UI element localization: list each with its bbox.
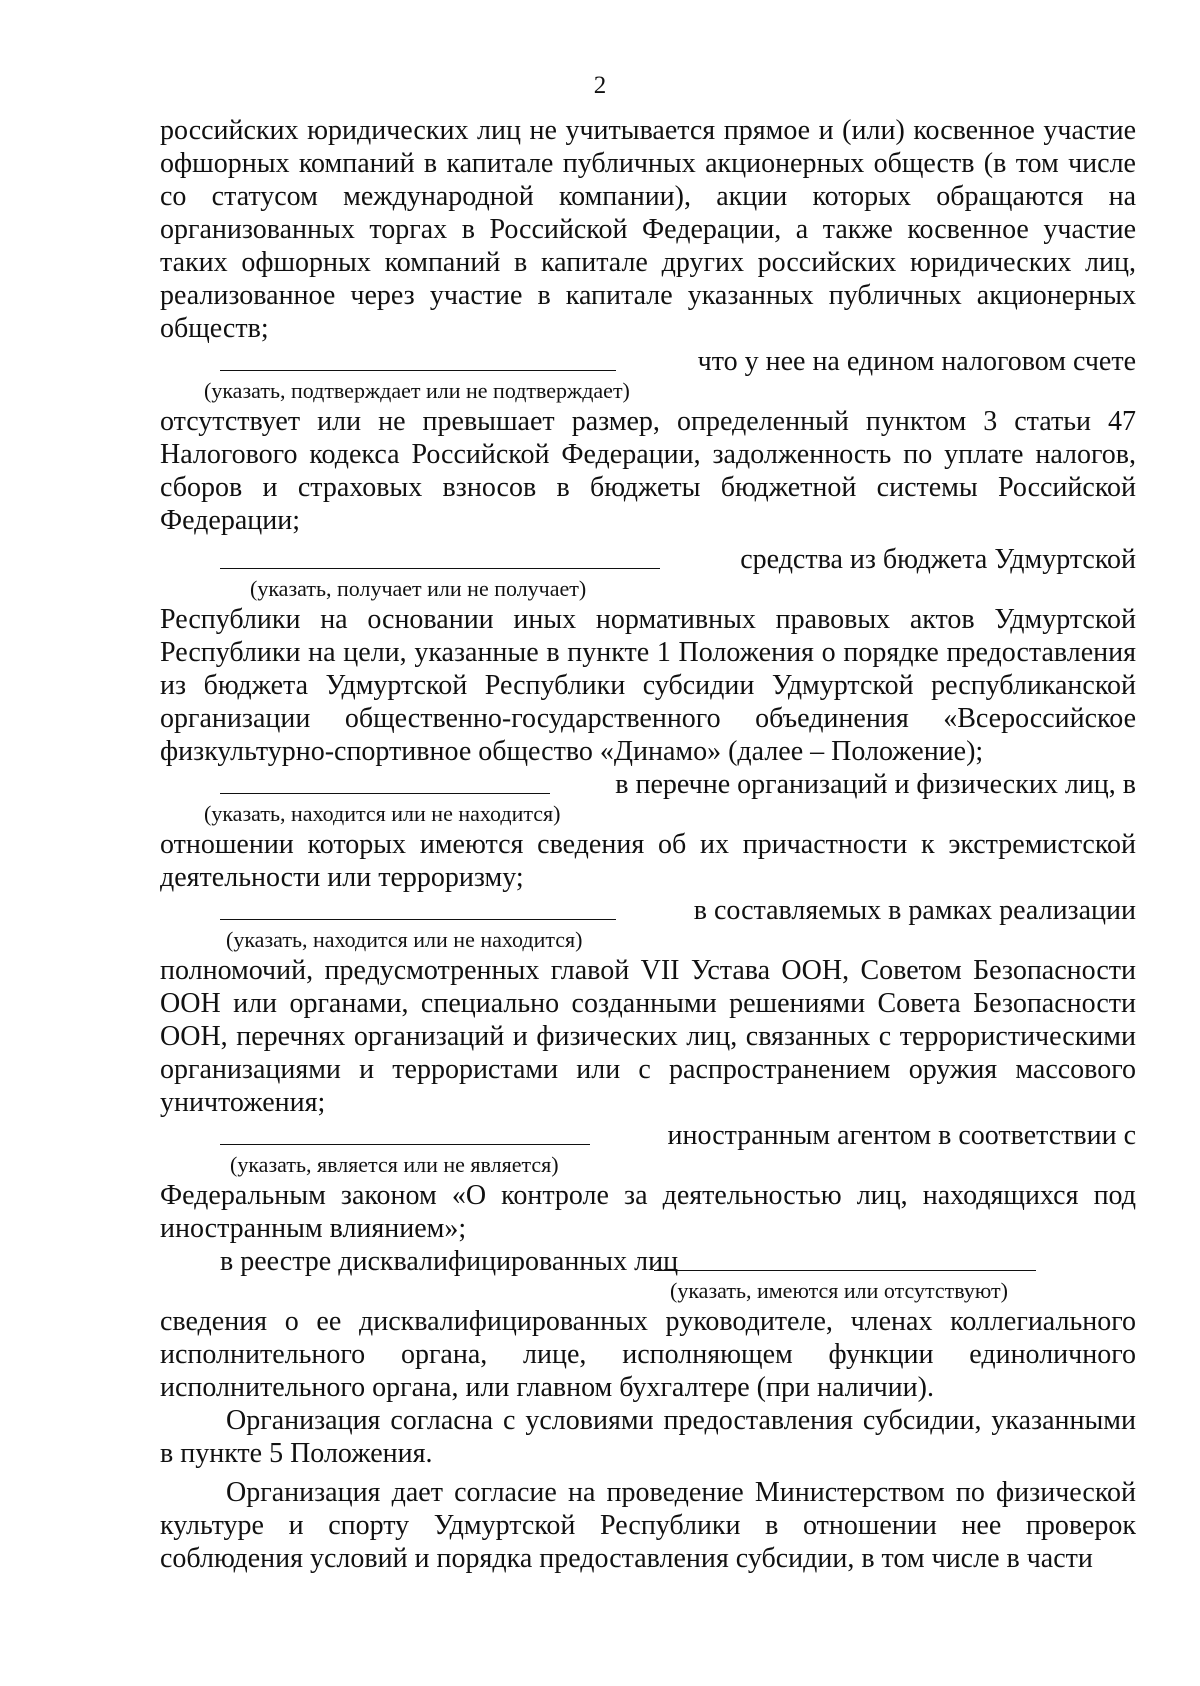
fill-in-blank[interactable] xyxy=(220,370,616,371)
blank-line-tax-debt xyxy=(160,345,1136,378)
fill-in-blank[interactable] xyxy=(220,568,660,569)
blank-caption xyxy=(160,378,1136,405)
blank-line-un-lists xyxy=(160,894,1136,927)
fill-in-blank[interactable] xyxy=(654,1270,1036,1271)
blank-caption xyxy=(160,1152,1136,1179)
paragraph-extremism: отношении которых имеются сведения об их причастности к экстремистской деятельности или терроризму; xyxy=(160,829,1136,893)
paragraph-foreign-agent: Федеральным законом «О контроле за деятельностью лиц, находящихся под иностранным влиянием»; xyxy=(160,1180,1136,1244)
paragraph-offshore-participation: российских юридических лиц не учитывается прямое и (или) косвенное участие офшорных компаний в капитале публичных акционерных обществ (в том числе со статусом международной компании), акции которых обращаются на организованных торгах в Российской Федерации, а также косвенное участие таких офшорных компаний в капитале других российских юридических лиц, реализованное через участие в капитале указанных публичных акционерных обществ; xyxy=(160,115,1136,344)
paragraph-consent-conditions: Организация согласна с условиями предоставления субсидии, указанными в пункте 5 Положения. xyxy=(160,1405,1136,1469)
paragraph-consent-inspections: Организация дает согласие на проведение Министерством по физической культуре и спорту Удмуртской Республики в отношении нее проверок соблюдения условий и порядка предоставления субсидии, в том числе в части xyxy=(160,1477,1136,1574)
fill-in-blank[interactable] xyxy=(220,793,550,794)
blank-trailing-text: в составляемых в рамках реализации xyxy=(693,895,1136,926)
caption-text: (указать, находится или не находится) xyxy=(226,927,583,952)
blank-trailing-text: средства из бюджета Удмуртской xyxy=(740,544,1136,575)
paragraph-disqualified: сведения о ее дисквалифицированных руководителе, членах коллегиального исполнительного органа, лице, исполняющем функции единоличного исполнительного органа, или главном бухгалтере (при наличии). xyxy=(160,1306,1136,1403)
blank-trailing-text: иностранным агентом в соответствии с xyxy=(667,1120,1136,1151)
blank-caption xyxy=(160,576,1136,603)
document-body xyxy=(160,114,1136,1575)
paragraph-tax-debt: отсутствует или не превышает размер, определенный пунктом 3 статьи 47 Налогового кодекса Российской Федерации, задолженность по уплате налогов, сборов и страховых взносов в бюджеты бюджетной системы Российской Федерации; xyxy=(160,406,1136,536)
paragraph-budget-funds: Республики на основании иных нормативных правовых актов Удмуртской Республики на цели, указанные в пункте 1 Положения о порядке предоставления из бюджета Удмуртской Республики субсидии Удмуртской республиканской организации общественно-государственного объединения «Всероссийское физкультурно-спортивное общество «Динамо» (далее – Положение); xyxy=(160,604,1136,767)
caption-text: (указать, подтверждает или не подтверждает) xyxy=(204,378,630,403)
blank-line-disqualified-registry xyxy=(160,1245,1136,1278)
blank-caption xyxy=(160,927,1136,954)
page-number: 2 xyxy=(593,72,607,99)
blank-line-foreign-agent xyxy=(160,1119,1136,1152)
blank-line-budget-funds xyxy=(160,543,1136,576)
caption-text: (указать, имеются или отсутствуют) xyxy=(670,1278,1008,1303)
caption-text: (указать, является или не является) xyxy=(230,1152,559,1177)
blank-leading-text: в реестре дисквалифицированных лиц xyxy=(220,1246,679,1277)
blank-caption xyxy=(160,1278,1136,1305)
caption-text: (указать, получает или не получает) xyxy=(250,576,587,601)
fill-in-blank[interactable] xyxy=(220,919,616,920)
paragraph-un-lists: полномочий, предусмотренных главой VII Устава ООН, Советом Безопасности ООН или органами, специально созданными решениями Совета Безопасности ООН, перечнях организаций и физических лиц, связанных с террористическими организациями и террористами или с распространением оружия массового уничтожения; xyxy=(160,955,1136,1118)
blank-caption xyxy=(160,801,1136,828)
blank-line-extremism-list xyxy=(160,768,1136,801)
blank-trailing-text: что у нее на едином налоговом счете xyxy=(697,346,1136,377)
fill-in-blank[interactable] xyxy=(220,1144,590,1145)
blank-trailing-text: в перечне организаций и физических лиц, в xyxy=(615,769,1136,800)
caption-text: (указать, находится или не находится) xyxy=(204,801,561,826)
